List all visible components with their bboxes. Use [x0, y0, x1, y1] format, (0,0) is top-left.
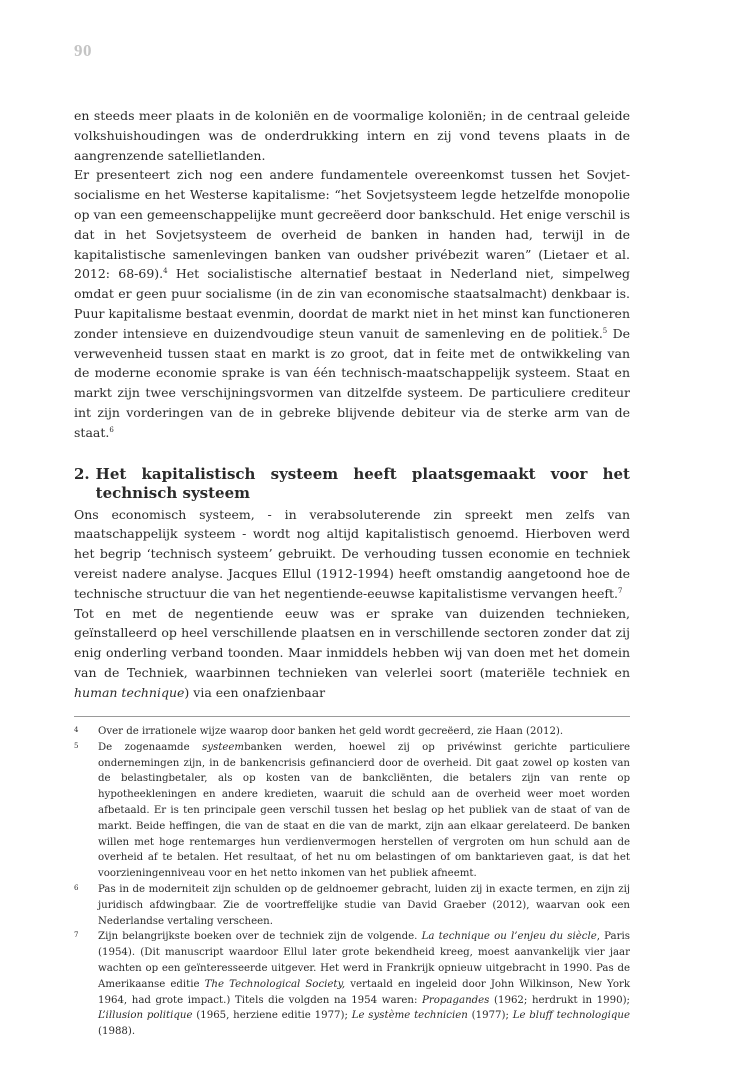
page-number: 90: [74, 41, 92, 60]
economic-system-text: Ons economisch systeem, - in verabsoluterende zin spreekt men zelfs van maatschappelijk systeem - wordt nog altijd kapitalistisch genoemd. Hierboven werd het begrip ‘technisch systeem’ gebruikt. De verhouding tussen economie en techniek vereist nadere analyse. Jacques Ellul (1912-1994) heeft omstandig aangetoond hoe de technische structuur die van het negentiende-eeuwse kapitalistisme vervangen heeft.: [74, 506, 630, 601]
footnote-5: [74, 740, 630, 882]
footnote-number: 5: [74, 741, 79, 750]
footnote-4: [74, 724, 630, 740]
paragraph-soviet-comparison: [74, 165, 630, 442]
footnote-number: 4: [74, 726, 79, 734]
techniques-text: Tot en met de negentiende eeuw was er sprake van duizenden technieken, geïnstalleerd op heel verschillende plaatsen en in verschillende sectoren zonder dat zij enig onderling verband toonden. Maar inmiddels hebben wij van doen met het domein van de Techniek, waarbinnen technieken van velerlei soort (materiële techniek en: [74, 605, 630, 680]
footnote-text: Over de irrationele wijze waarop door banken het geld wordt gecreëerd, zie Haan (2012).: [98, 726, 564, 737]
footnote-ref-5[interactable]: 5: [602, 326, 608, 335]
section-title: Het kapitalistisch systeem heeft plaatsgemaakt voor het technisch systeem: [95, 464, 630, 502]
footnote-divider: [74, 716, 630, 717]
paragraph-economic-system: [74, 505, 630, 604]
quote-text: Er presenteert zich nog een andere fundamentele overeenkomst tussen het Sovjet-socialisme en het Westerse kapitalisme: “het Sovjetsysteem legde hetzelfde monopolie op van een gemeenschappelijke munt gecreëerd door bankschuld. Het enige verschil is dat in het Sovjetsysteem de overheid de banken in handen had, terwijl in de kapitalistische samenlevingen banken van oudsher privébezit waren” (Lietaer et al. 2012: 68-69).: [74, 167, 630, 282]
footnote-text: Zijn belangrijkste boeken over de techniek zijn de volgende. La technique ou l’enjeu du siècle, Paris (1954). (Dit manuscript waardoor Ellul later grote bekendheid kreeg, moest aanvankelijk vier jaar wachten op een geïnteresseerde uitgever. Het werd in Frankrijk opnieuw uitgebracht in 1990. Pas de Amerikaanse editie The Technological Society, vertaald en ingeleid door John Wilkinson, New York 1964, had grote impact.) Titels die volgden na 1954 waren: Propagandes (1962; herdrukt in 1990); L’illusion politique (1965, herziene editie 1977); Le système technicien (1977); Le bluff technologique (1988).: [98, 931, 630, 1038]
footnote-text: De zogenaamde systeembanken werden, hoewel zij op privéwinst gerichte particuliere ondernemingen zijn, in de bankencrisis gefinancierd door de overheid. Dit gaat zowel op kosten van de belastingbetaler, als op kosten van de bankcliënten, die betalers zijn van rente op hypotheekleningen en andere kredieten, waaruit die schuld aan de overheid weer moet worden afbetaald. Er is ten principale geen verschil tussen het beslag op het publiek van de staat of van de markt. Beide heffingen, die van de staat en die van de markt, zijn aan elkaar gerelateerd. De banken willen met hoge rentemarges hun verdienvermogen herstellen of vergroten om hun schuld aan de overheid af te betalen. Het resultaat, of het nu om belastingen of om banktarieven gaat, is dat het voorzieningenniveau voor en het netto inkomen van het publiek afneemt.: [98, 741, 630, 880]
human-technique-term: human technique: [74, 684, 185, 700]
footnote-7: [74, 929, 630, 1040]
footnote-6: [74, 882, 630, 929]
paragraph-continuation: en steeds meer plaats in de koloniën en de voormalige koloniën; in de centraal geleide volkshuishoudingen was de onderdrukking intern en zij vond tevens plaats in de aangrenzende satellietlanden.: [74, 108, 630, 163]
section-heading: [74, 465, 630, 503]
footnote-number: 7: [74, 931, 79, 940]
section-number: 2.: [74, 464, 90, 483]
techniques-text-end: ) via een onafzienbaar: [184, 684, 326, 700]
footnote-ref-7[interactable]: 7: [618, 586, 623, 595]
socialism-text: Het socialistische alternatief bestaat in Nederland niet, simpelweg omdat er geen puur socialisme (in de zin van economische staatsalmacht) denkbaar is. Puur kapitalisme bestaat evenmin, doordat de markt niet in het minst kan functioneren zonder intensieve en duizendvoudige steun vanuit de samenleving en de politiek.: [74, 266, 630, 341]
state-market-text: De verwevenheid tussen staat en markt is zo groot, dat in feite met de ontwikkeling van de moderne economie sprake is van één technisch-maatschappelijk systeem. Staat en markt zijn twee verschijningsvormen van ditzelfde systeem. De particuliere crediteur int zijn vorderingen van de in gebreke blijvende debiteur via de sterke arm van de staat.: [74, 325, 630, 440]
footnote-ref-6[interactable]: 6: [109, 425, 114, 434]
footnote-text: Pas in de moderniteit zijn schulden op de geldnoemer gebracht, luiden zij in exacte termen, en zijn zij juridisch afdwingbaar. Zie de voortreffelijke studie van David Graeber (2012), waarvan ook een Nederlandse vertaling verscheen.: [98, 883, 630, 927]
footnote-number: 6: [74, 883, 79, 892]
footnotes: [74, 724, 630, 1040]
paragraph-techniques: [74, 604, 630, 703]
footnote-ref-4[interactable]: 4: [163, 267, 168, 276]
body-text: [74, 106, 630, 703]
